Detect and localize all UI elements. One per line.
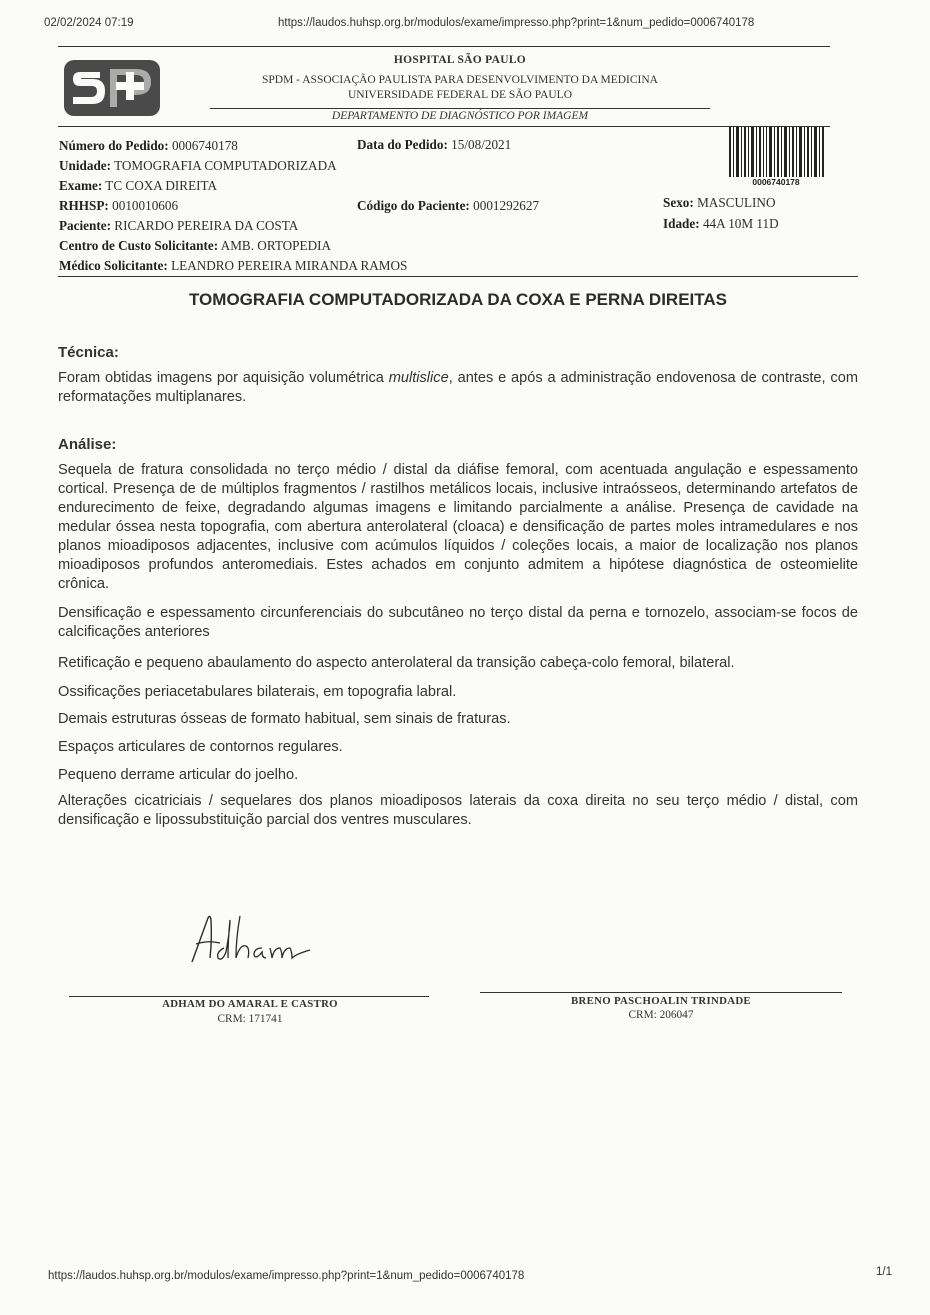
header-rule-top: [58, 46, 830, 47]
analise-paragraph-1: Sequela de fratura consolidada no terço médio / distal da diáfise femoral, com acentuada angulação e espessamento cortical. Presença de de múltiplos fragmentos / rastilhos metálicos locais, inclusive intraósseos, determinando artefatos de endurecimento de feixe, degradando algumas imagens e limitando parcialmente a análise. Presença de cavidade na medular óssea nesta topografia, com abertura anterolateral (cloaca) e densificação de partes moles intramedulares e nos planos mioadiposos adjacentes, inclusive com acúmulos líquidos / coleções locais, a maior de localização nos planos mioadiposos profundos anteromediais. Estes achados em conjunto admitem a hipótese diagnóstica de osteomielite crônica.: [58, 462, 858, 592]
requesting-doctor: Médico Solicitante: LEANDRO PEREIRA MIRANDA RAMOS: [59, 258, 408, 273]
print-url-top: https://laudos.huhsp.org.br/modulos/exame/impresso.php?print=1&num_pedido=0006740178: [278, 17, 755, 29]
signature-line-2: [480, 992, 842, 993]
hospital-name: HOSPITAL SÃO PAULO: [393, 54, 527, 66]
cost-center: Centro de Custo Solicitante: AMB. ORTOPEDIA: [59, 238, 332, 253]
signature-handwriting: [186, 910, 316, 970]
order-date: Data do Pedido: 15/08/2021: [357, 137, 512, 152]
order-number: Número do Pedido: 0006740178: [59, 138, 238, 153]
signature-scribble-icon: [186, 910, 316, 970]
analise-heading: Análise:: [58, 436, 117, 453]
barcode-icon: [728, 127, 824, 177]
print-url-bottom: https://laudos.huhsp.org.br/modulos/exame/impresso.php?print=1&num_pedido=0006740178: [48, 1270, 525, 1282]
analise-paragraph-2: Densificação e espessamento circunferenciais do subcutâneo no terço distal da perna e tornozelo, associam-se focos de calcificações anteriores: [58, 605, 858, 640]
analise-paragraph-8: Alterações cicatriciais / sequelares dos planos mioadiposos laterais da coxa direita no seu terço médio / distal, com densificação e lipossubstituição parcial dos ventres musculares.: [58, 793, 858, 828]
signer-1-name: ADHAM DO AMARAL E CASTRO: [162, 998, 338, 1010]
hospital-logo: [64, 60, 160, 116]
barcode: [728, 127, 824, 189]
print-datetime: 02/02/2024 07:19: [44, 17, 134, 29]
signer-1-crm: CRM: 171741: [217, 1013, 283, 1025]
patient-sex: Sexo: MASCULINO: [663, 195, 776, 210]
tecnica-text: Foram obtidas imagens por aquisição volumétrica multislice, antes e após a administração endovenosa de contraste, com reformatações multiplanares.: [58, 370, 858, 405]
patient-age: Idade: 44A 10M 11D: [663, 216, 779, 231]
university-name: UNIVERSIDADE FEDERAL DE SÃO PAULO: [347, 89, 573, 101]
hospital-logo-icon: [64, 60, 160, 116]
order-exam: Exame: TC COXA DIREITA: [59, 178, 218, 193]
signer-2-name: BRENO PASCHOALIN TRINDADE: [571, 995, 751, 1007]
analise-paragraph-4: Ossificações periacetabulares bilaterais, em topografia labral.: [58, 684, 457, 700]
tecnica-heading: Técnica:: [58, 344, 119, 361]
patient-name: Paciente: RICARDO PEREIRA DA COSTA: [59, 218, 299, 233]
association-name: SPDM - ASSOCIAÇÃO PAULISTA PARA DESENVOLVIMENTO DA MEDICINA: [261, 74, 658, 86]
department-name: DEPARTAMENTO DE DIAGNÓSTICO POR IMAGEM: [331, 110, 589, 122]
barcode-number: 0006740178: [752, 177, 800, 187]
order-rhhsp: RHHSP: 0010010606: [59, 198, 179, 213]
header-rule-mid: [210, 108, 710, 109]
analise-paragraph-7: Pequeno derrame articular do joelho.: [58, 767, 299, 783]
metadata-rule: [58, 276, 858, 277]
print-page-count: 1/1: [876, 1266, 892, 1278]
header-rule-bottom: [58, 126, 830, 127]
analise-paragraph-3: Retificação e pequeno abaulamento do aspecto anterolateral da transição cabeça-colo femoral, bilateral.: [58, 655, 735, 671]
signer-2-crm: CRM: 206047: [628, 1009, 694, 1021]
patient-code: Código do Paciente: 0001292627: [357, 198, 540, 213]
analise-paragraph-6: Espaços articulares de contornos regulares.: [58, 739, 343, 755]
report-title: TOMOGRAFIA COMPUTADORIZADA DA COXA E PERNA DIREITAS: [188, 290, 727, 309]
signature-line-1: [69, 996, 429, 997]
order-unit: Unidade: TOMOGRAFIA COMPUTADORIZADA: [59, 158, 337, 173]
analise-paragraph-5: Demais estruturas ósseas de formato habitual, sem sinais de fraturas.: [58, 711, 511, 727]
